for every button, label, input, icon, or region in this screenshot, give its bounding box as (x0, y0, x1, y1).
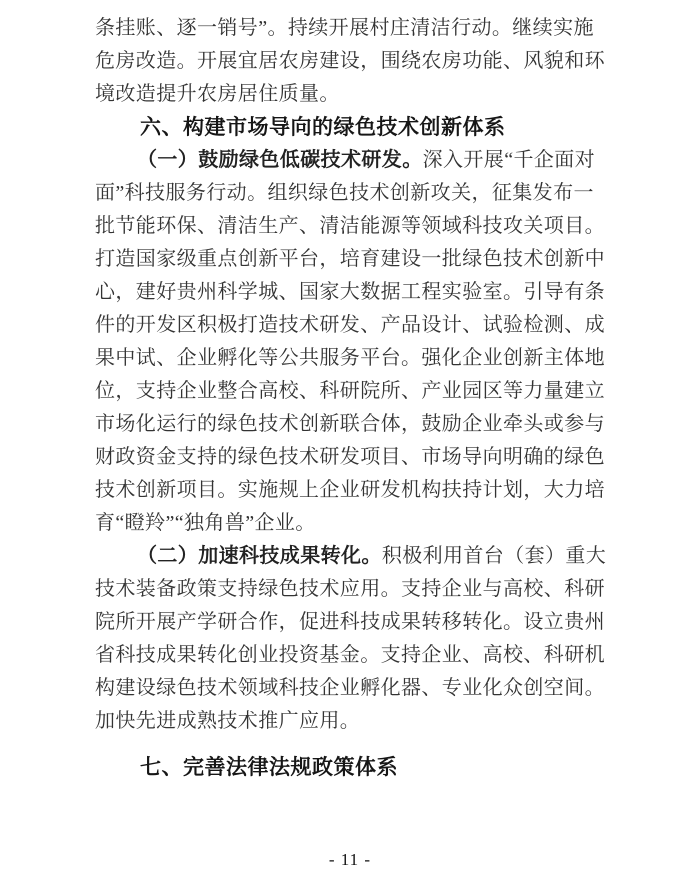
paragraph-1-line: 财政资金支持的绿色技术研发项目、市场导向明确的绿色 (95, 446, 605, 468)
section-heading-6: 六、构建市场导向的绿色技术创新体系 (140, 116, 506, 139)
paragraph-2-line: 技术装备政策支持绿色技术应用。支持企业与高校、科研 (95, 578, 605, 600)
paragraph-continuation-line: 境改造提升农房居住质量。 (95, 83, 340, 105)
paragraph-1-line: 位，支持企业整合高校、科研院所、产业园区等力量建立 (95, 380, 605, 402)
paragraph-2-line: 构建设绿色技术领域科技企业孵化器、专业化众创空间。 (95, 677, 605, 699)
paragraph-1-line: 打造国家级重点创新平台，培育建设一批绿色技术创新中 (95, 248, 605, 270)
paragraph-1-line: 心，建好贵州科学城、国家大数据工程实验室。引导有条 (95, 281, 605, 303)
paragraph-2-line: 加快先进成熟技术推广应用。 (95, 710, 361, 732)
paragraph-continuation-line: 条挂账、逐一销号”。持续开展村庄清洁行动。继续实施 (95, 17, 594, 39)
paragraph-1-line: 面”科技服务行动。组织绿色技术创新攻关，征集发布一 (95, 182, 594, 204)
section-heading-7: 七、完善法律法规政策体系 (140, 756, 398, 779)
paragraph-2-line: 省科技成果转化创业投资基金。支持企业、高校、科研机 (95, 644, 605, 666)
paragraph-1-line: 技术创新项目。实施规上企业研发机构扶持计划，大力培 (95, 479, 605, 501)
paragraph-1-line: 批节能环保、清洁生产、清洁能源等领域科技攻关项目。 (95, 215, 605, 237)
paragraph-lead: （二）加速科技成果转化。 (137, 545, 382, 567)
paragraph-continuation-line: 危房改造。开展宜居农房建设，围绕农房功能、风貌和环 (95, 50, 605, 72)
paragraph-2-line: （二）加速科技成果转化。积极利用首台（套）重大 (137, 545, 607, 567)
paragraph-1-line: 果中试、企业孵化等公共服务平台。强化企业创新主体地 (95, 347, 605, 369)
paragraph-1-line: 育“瞪羚”“独角兽”企业。 (95, 512, 316, 534)
paragraph-1-line: 件的开发区积极打造技术研发、产品设计、试验检测、成 (95, 314, 605, 336)
document-body (95, 12, 610, 784)
paragraph-lead: （一）鼓励绿色低碳技术研发。 (137, 149, 423, 171)
paragraph-2-line: 院所开展产学研合作，促进科技成果转移转化。设立贵州 (95, 611, 605, 633)
paragraph-1-line: （一）鼓励绿色低碳技术研发。深入开展“千企面对 (137, 149, 596, 171)
page-number: - 11 - (328, 850, 372, 869)
paragraph-1-line: 市场化运行的绿色技术创新联合体，鼓励企业牵头或参与 (95, 413, 605, 435)
